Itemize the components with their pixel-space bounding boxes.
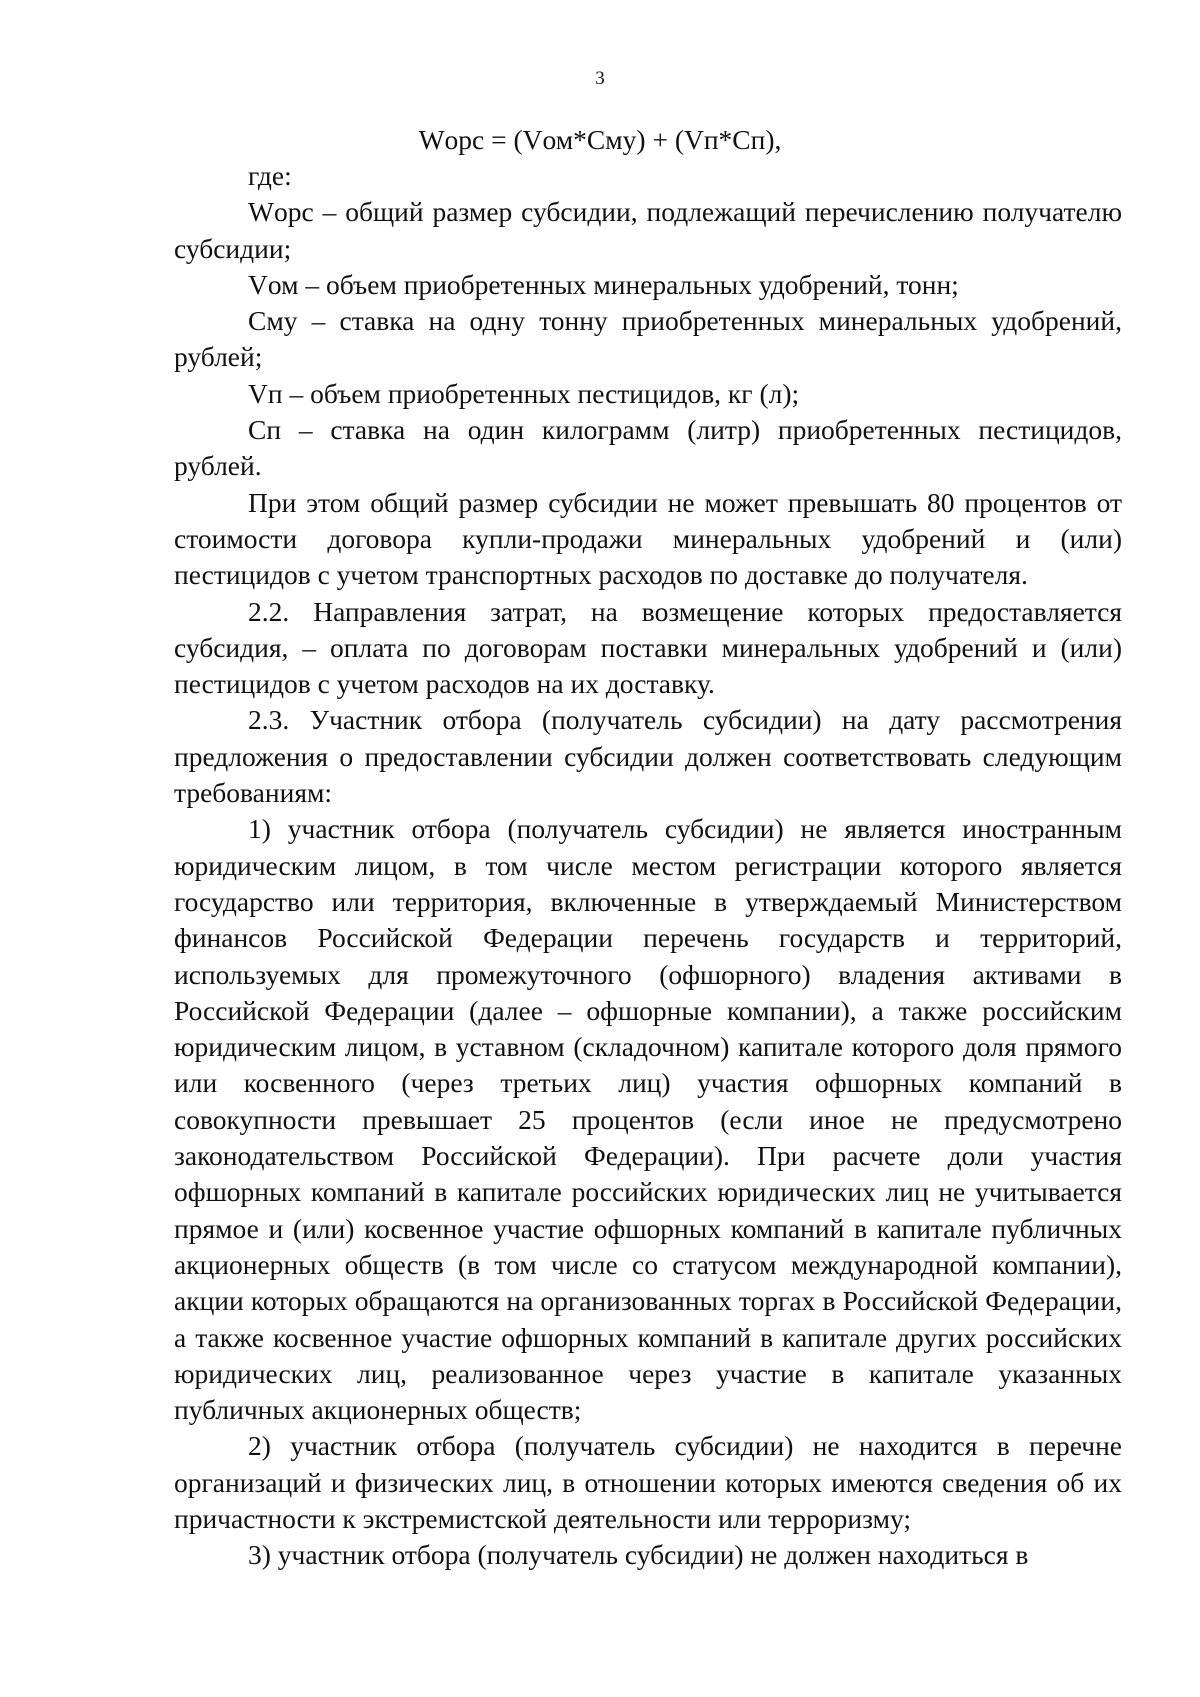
paragraph-where: где: [248, 160, 292, 191]
paragraph-definition-cp: Cп – ставка на один килограмм (литр) приобретенных пестицидов, рублей. [174, 414, 1122, 482]
paragraph-requirement-3: 3) участник отбора (получатель субсидии) не должен находиться в [248, 1539, 1029, 1571]
paragraph-section-2-3: 2.3. Участник отбора (получатель субсидии) на дату рассмотрения предложения о предоставлении субсидии должен соответствовать следующим требованиям: [174, 704, 1122, 809]
paragraph-requirement-1: 1) участник отбора (получатель субсидии) не является иностранным юридическим лицом, в том числе местом регистрации которого является государство или территория, включенные в утверждаемый Министерством финансов Российской Федерации перечень государств и территорий, используемых для промежуточного (офшорного) владения активами в Российской Федерации (далее – офшорные компании), а также российским юридическим лицом, в уставном (складочном) капитале которого доля прямого или косвенного (через третьих лиц) участия офшорных компаний в совокупности превышает 25 процентов (если иное не предусмотрено законодательством Российской Федерации). При расчете доли участия офшорных компаний в капитале российских юридических лиц не учитывается прямое и (или) косвенное участие офшорных компаний в капитале публичных акционерных обществ (в том числе со статусом международной компании), акции которых обращаются на организованных торгах в Российской Федерации, а также косвенное участие офшорных компаний в капитале других российских юридических лиц, реализованное через участие в капитале указанных публичных акционерных обществ; [174, 813, 1122, 1426]
paragraph-section-2-2: 2.2. Направления затрат, на возмещение которых предоставляется субсидия, – оплата по договорам поставки минеральных удобрений и (или) пестицидов с учетом расходов на их доставку. [174, 595, 1122, 700]
paragraph-definition-vom: Vом – объем приобретенных минеральных удобрений, тонн; [248, 268, 959, 300]
document-body [174, 158, 1122, 1574]
paragraph-subsidy-limit: При этом общий размер субсидии не может превышать 80 процентов от стоимости договора купли-продажи минеральных удобрений и (или) пестицидов с учетом транспортных расходов по доставке до получателя. [174, 486, 1122, 591]
page-number: 3 [595, 68, 605, 89]
paragraph-definition-cmu: Cму – ставка на одну тонну приобретенных минеральных удобрений, рублей; [174, 305, 1122, 373]
paragraph-requirement-2: 2) участник отбора (получатель субсидии) не находится в перечне организаций и физических лиц, в отношении которых имеются сведения об их причастности к экстремистской деятельности или терроризму; [174, 1430, 1122, 1534]
paragraph-definition-wors: Wорс – общий размер субсидии, подлежащий перечислению получателю субсидии; [174, 196, 1122, 264]
subsidy-formula: Wорс = (Vом*Cму) + (Vп*Cп), [418, 124, 782, 155]
paragraph-definition-vp: Vп – объем приобретенных пестицидов, кг (л); [248, 377, 800, 409]
